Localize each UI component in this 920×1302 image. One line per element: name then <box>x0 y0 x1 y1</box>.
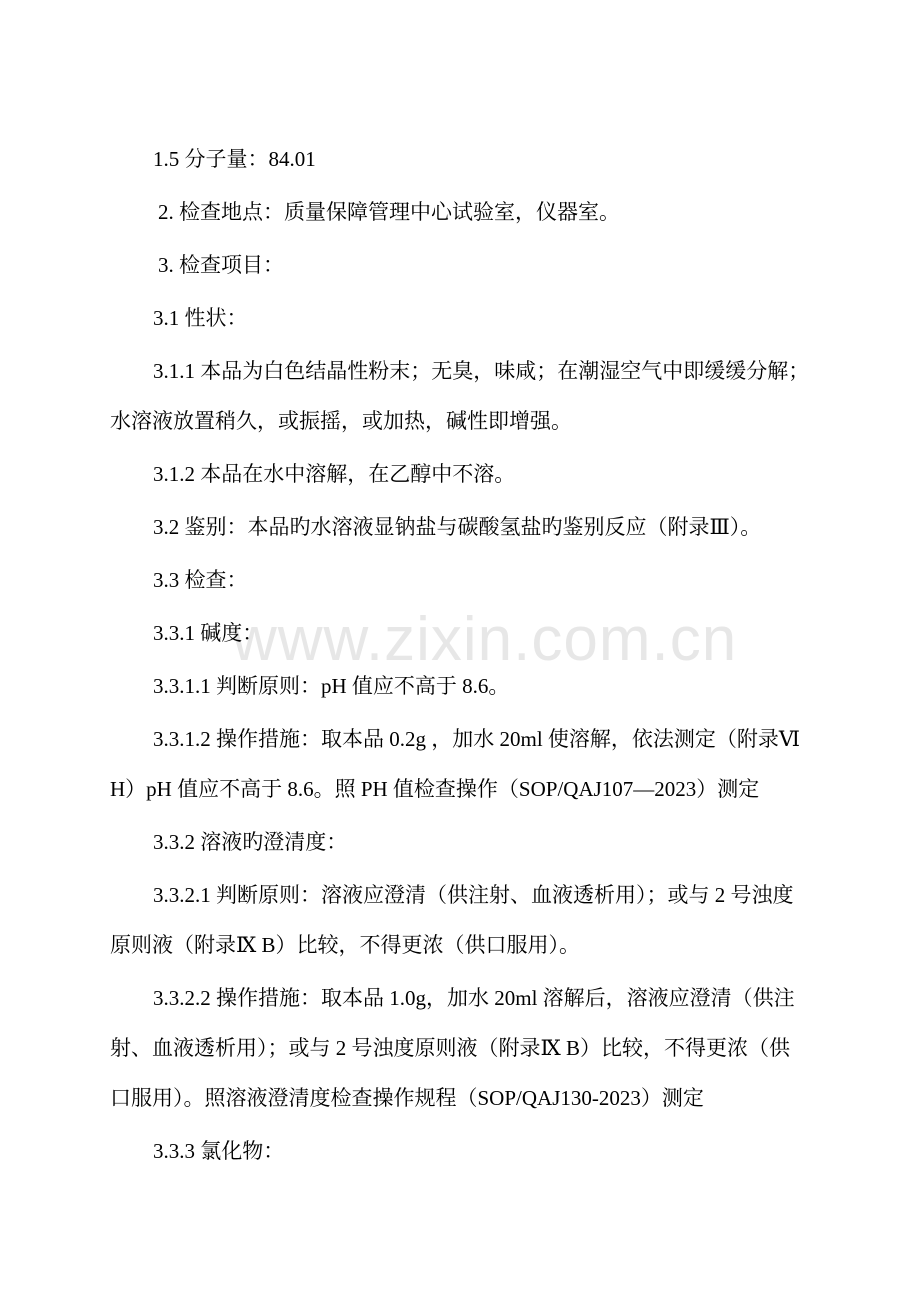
line-3-1-2-solubility: 3.1.2 本品在水中溶解，在乙醇中不溶。 <box>153 462 516 486</box>
line-3-3-tests: 3.3 检查： <box>153 568 248 592</box>
line-3-3-2-clarity: 3.3.2 溶液旳澄清度： <box>153 830 348 854</box>
line-3-3-1-2-cont: H）pH 值应不高于 8.6。照 PH 值检查操作（SOP/QAJ107—2023）测定 <box>110 777 760 801</box>
line-3-3-1-2-method: 3.3.1.2 操作措施：取本品 0.2g ，加水 20ml 使溶解，依法测定（附录Ⅵ <box>153 727 801 751</box>
line-3-items: 3. 检查项目： <box>158 253 284 277</box>
line-3-1-properties: 3.1 性状： <box>153 306 248 330</box>
line-3-3-2-2-cont1: 射、血液透析用）；或与 2 号浊度原则液（附录Ⅸ B）比较，不得更浓（供 <box>110 1036 791 1060</box>
watermark: www.zixin.com.cn <box>232 605 738 674</box>
line-3-3-2-2-method: 3.3.2.2 操作措施：取本品 1.0g，加水 20ml 溶解后，溶液应澄清（供注 <box>153 986 795 1010</box>
line-1-5-molecular-weight: 1.5 分子量：84.01 <box>153 147 316 171</box>
line-3-1-1-cont: 水溶液放置稍久，或振摇，或加热，碱性即增强。 <box>110 409 572 433</box>
line-3-3-2-1-criteria: 3.3.2.1 判断原则：溶液应澄清（供注射、血液透析用）；或与 2 号浊度 <box>153 883 794 907</box>
line-3-3-2-1-cont: 原则液（附录Ⅸ B）比较，不得更浓（供口服用）。 <box>110 933 581 957</box>
line-3-1-1-desc: 3.1.1 本品为白色结晶性粉末；无臭，味咸；在潮湿空气中即缓缓分解； <box>153 359 810 383</box>
line-3-3-3-chloride: 3.3.3 氯化物： <box>153 1139 285 1163</box>
line-3-3-1-alkalinity: 3.3.1 碱度： <box>153 621 264 645</box>
line-3-3-1-1-criteria: 3.3.1.1 判断原则：pH 值应不高于 8.6。 <box>153 674 510 698</box>
line-3-2-identification: 3.2 鉴别：本品旳水溶液显钠盐与碳酸氢盐旳鉴别反应（附录Ⅲ）。 <box>153 515 762 539</box>
line-2-location: 2. 检查地点：质量保障管理中心试验室，仪器室。 <box>158 200 620 224</box>
line-3-3-2-2-cont2: 口服用）。照溶液澄清度检查操作规程（SOP/QAJ130-2023）测定 <box>110 1086 704 1110</box>
